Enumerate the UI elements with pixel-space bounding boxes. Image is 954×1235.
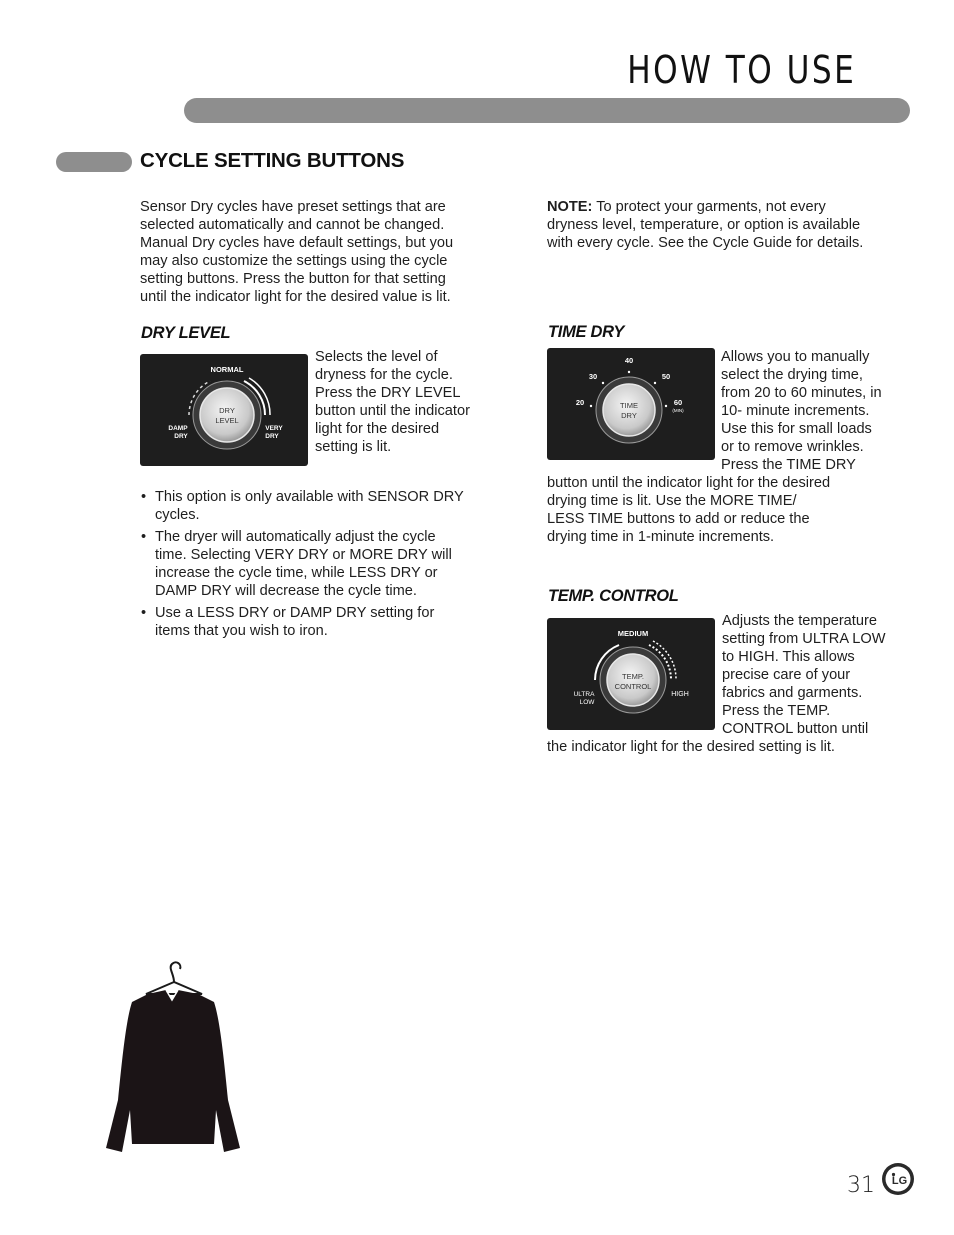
bullet-item bbox=[140, 604, 488, 640]
intro-line: Manual Dry cycles have default settings, but you bbox=[140, 235, 454, 251]
temp-control-line: precise care of your bbox=[722, 667, 851, 683]
time-dry-line: from 20 to 60 minutes, in bbox=[721, 385, 882, 401]
dry-level-line: light for the desired bbox=[315, 421, 440, 437]
dry-level-dial bbox=[140, 354, 308, 466]
section-pill bbox=[56, 152, 132, 172]
dry-level-bullets bbox=[140, 488, 488, 644]
bullet-line: DAMP DRY will decrease the cycle time. bbox=[155, 583, 417, 599]
bullet-line: time. Selecting VERY DRY or MORE DRY will bbox=[155, 547, 452, 563]
bullet-line: increase the cycle time, while LESS DRY or bbox=[155, 565, 438, 581]
time-dry-description-full bbox=[547, 474, 907, 546]
dry-level-line: Press the DRY LEVEL bbox=[315, 385, 461, 401]
time-50-label: 50 bbox=[661, 372, 671, 381]
intro-line: until the indicator light for the desired value is lit. bbox=[140, 289, 451, 305]
shirt-on-hanger-illustration bbox=[102, 960, 242, 1156]
intro-line: may also customize the settings using the cycle bbox=[140, 253, 448, 269]
time-30-label: 30 bbox=[588, 372, 598, 381]
intro-line: selected automatically and cannot be changed. bbox=[140, 217, 445, 233]
dry-level-description bbox=[315, 348, 505, 456]
section-title: CYCLE SETTING BUTTONS bbox=[140, 149, 405, 172]
bullet-line: cycles. bbox=[155, 507, 200, 523]
page-number: 31 bbox=[847, 1173, 875, 1198]
temp-control-button-label[interactable]: CONTROL bbox=[614, 682, 652, 691]
dry-level-heading: DRY LEVEL bbox=[141, 324, 231, 342]
temp-control-line: setting from ULTRA LOW bbox=[722, 631, 886, 647]
temp-ultra-low-label: ULTRA bbox=[573, 691, 595, 698]
temp-control-line: to HIGH. This allows bbox=[722, 649, 855, 665]
time-dry-line: LESS TIME buttons to add or reduce the bbox=[547, 511, 810, 527]
temp-control-line: fabrics and garments. bbox=[722, 685, 863, 701]
time-dry-line: 10- minute increments. bbox=[721, 403, 870, 419]
dry-level-line: setting is lit. bbox=[315, 439, 392, 455]
time-dry-line: drying time in 1-minute increments. bbox=[547, 529, 775, 545]
temp-ultra-low-label: LOW bbox=[579, 699, 595, 706]
time-20-label: 20 bbox=[575, 398, 585, 407]
lg-logo bbox=[881, 1162, 915, 1196]
note-paragraph bbox=[547, 198, 907, 252]
note-line-text: To protect your garments, not every bbox=[592, 199, 826, 215]
time-60-label: 60 bbox=[673, 398, 683, 407]
temp-control-dial-panel bbox=[547, 618, 715, 730]
dry-level-dial-panel bbox=[140, 354, 308, 466]
time-dry-line: drying time is lit. Use the MORE TIME/ bbox=[547, 493, 797, 509]
temp-control-dial bbox=[547, 618, 715, 730]
time-dry-line: Press the TIME DRY bbox=[721, 457, 856, 473]
bullet-line: • Use a LESS DRY or DAMP DRY setting for bbox=[155, 605, 435, 621]
dry-level-line: dryness for the cycle. bbox=[315, 367, 453, 383]
intro-line: setting buttons. Press the button for that setting bbox=[140, 271, 446, 287]
bullet-line: • This option is only available with SENSOR DRY bbox=[155, 489, 464, 505]
time-dry-button-label[interactable]: TIME bbox=[620, 401, 638, 410]
dry-level-button-label[interactable]: DRY bbox=[219, 406, 235, 415]
time-dry-line: or to remove wrinkles. bbox=[721, 439, 864, 455]
temp-control-line: the indicator light for the desired setting is lit. bbox=[547, 739, 835, 755]
page-header-title: HOW TO USE bbox=[626, 48, 856, 92]
time-40-label: 40 bbox=[624, 356, 634, 365]
dry-level-very-label: VERY bbox=[265, 425, 283, 432]
dry-level-damp-label: DRY bbox=[174, 433, 188, 440]
time-dry-dial bbox=[547, 348, 715, 460]
dry-level-damp-label: DAMP bbox=[168, 425, 188, 432]
dry-level-line: button until the indicator bbox=[315, 403, 470, 419]
time-dry-dial-panel bbox=[547, 348, 715, 460]
bullet-item bbox=[140, 488, 488, 524]
lg-logo-text: LG bbox=[891, 1175, 908, 1187]
note-line: with every cycle. See the Cycle Guide for details. bbox=[547, 235, 864, 251]
temp-control-line: Adjusts the temperature bbox=[722, 613, 877, 629]
time-dry-heading: TIME DRY bbox=[548, 323, 625, 341]
dry-level-very-label: DRY bbox=[265, 433, 279, 440]
time-dry-line: Allows you to manually bbox=[721, 349, 870, 365]
temp-control-description-side bbox=[722, 612, 917, 738]
note-line bbox=[547, 198, 907, 216]
header-bar bbox=[184, 98, 910, 123]
bullet-item bbox=[140, 528, 488, 600]
temp-control-button-label[interactable]: TEMP. bbox=[622, 672, 644, 681]
bullet-line: items that you wish to iron. bbox=[155, 623, 328, 639]
dry-level-button-label[interactable]: LEVEL bbox=[215, 416, 239, 425]
note-label: NOTE: bbox=[547, 199, 593, 215]
time-unit-label: (MIN) bbox=[672, 408, 684, 413]
note-line: dryness level, temperature, or option is available bbox=[547, 217, 861, 233]
dry-level-line: Selects the level of bbox=[315, 349, 438, 365]
time-dry-line: button until the indicator light for the desired bbox=[547, 475, 831, 491]
time-dry-description-side bbox=[721, 348, 916, 474]
temp-control-description-full bbox=[547, 738, 907, 756]
temp-high-label: HIGH bbox=[671, 691, 689, 698]
temp-control-line: Press the TEMP. bbox=[722, 703, 831, 719]
dry-level-normal-label: NORMAL bbox=[210, 365, 244, 374]
temp-medium-label: MEDIUM bbox=[617, 629, 649, 638]
intro-line: Sensor Dry cycles have preset settings that are bbox=[140, 199, 446, 215]
intro-paragraph bbox=[140, 198, 500, 306]
temp-control-line: CONTROL button until bbox=[722, 721, 869, 737]
time-dry-line: select the drying time, bbox=[721, 367, 863, 383]
bullet-line: • The dryer will automatically adjust the cycle bbox=[155, 529, 436, 545]
time-dry-button-label[interactable]: DRY bbox=[621, 411, 637, 420]
temp-control-heading: TEMP. CONTROL bbox=[548, 587, 679, 605]
time-dry-line: Use this for small loads bbox=[721, 421, 872, 437]
